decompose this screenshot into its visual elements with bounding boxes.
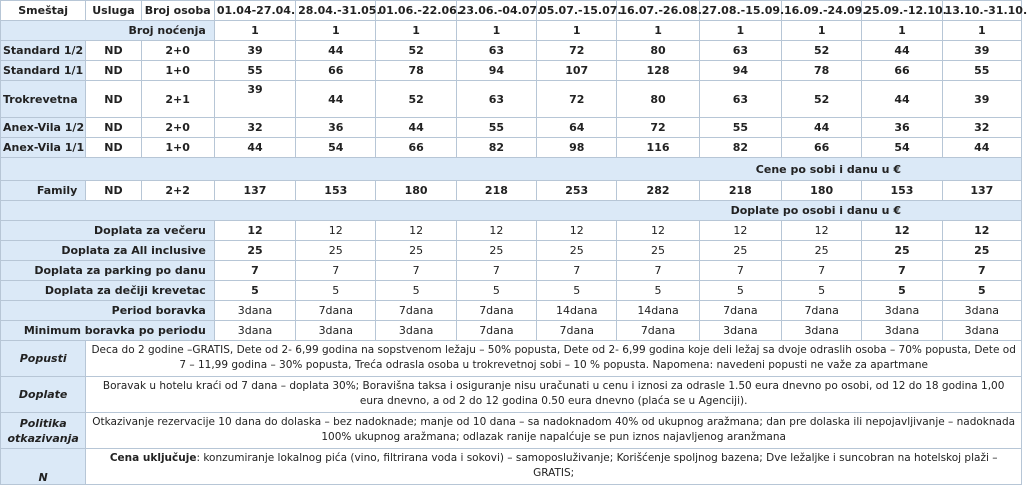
supplement-value: 7 <box>862 261 942 281</box>
supplement-value: 3dana <box>214 301 295 321</box>
supplement-value: 3dana <box>296 321 376 341</box>
supplement-value: 12 <box>537 221 617 241</box>
room-name: Anex-Vila 1/2 <box>1 118 86 138</box>
room-price: 39 <box>214 41 295 61</box>
header-period: 13.10.-31.10. <box>942 1 1021 21</box>
room-name: Standard 1/1 <box>1 61 86 81</box>
room-price: 66 <box>782 138 862 158</box>
room-price: 63 <box>456 41 536 61</box>
supplement-value: 5 <box>537 281 617 301</box>
supplement-value: 3dana <box>214 321 295 341</box>
cene-section-label: Cene po sobi i danu u € <box>1 158 1022 181</box>
header-period: 28.04.-31.05. <box>296 1 376 21</box>
room-price: 55 <box>942 61 1021 81</box>
room-price: 94 <box>699 61 781 81</box>
supplement-value: 5 <box>456 281 536 301</box>
note-bold: Cena uključuje <box>109 452 197 464</box>
room-price: 66 <box>376 138 456 158</box>
room-price: 63 <box>699 81 781 118</box>
doplate-section-label: Doplate po osobi i danu u € <box>1 201 1022 221</box>
room-persons: 1+0 <box>141 138 214 158</box>
room-price: 80 <box>617 81 699 118</box>
room-price: 94 <box>456 61 536 81</box>
room-price: 52 <box>376 41 456 61</box>
room-name: Trokrevetna <box>1 81 86 118</box>
supplement-value: 5 <box>699 281 781 301</box>
supplement-value: 12 <box>296 221 376 241</box>
supplement-value: 5 <box>296 281 376 301</box>
room-price: 44 <box>296 81 376 118</box>
room-service: ND <box>86 138 141 158</box>
supplement-row <box>1 321 1022 341</box>
room-price: 82 <box>699 138 781 158</box>
room-price: 32 <box>942 118 1021 138</box>
room-name: Family <box>1 181 86 201</box>
room-price: 78 <box>376 61 456 81</box>
room-price: 153 <box>862 181 942 201</box>
room-persons: 1+0 <box>141 61 214 81</box>
supplement-value: 25 <box>862 241 942 261</box>
room-row <box>1 41 1022 61</box>
note-label-line: otkazivanja <box>7 431 79 445</box>
supplement-value: 7dana <box>782 301 862 321</box>
nights-label: Broj noćenja <box>1 21 215 41</box>
room-price: 44 <box>782 118 862 138</box>
header-period: 05.07.-15.07. <box>537 1 617 21</box>
supplement-value: 7dana <box>699 301 781 321</box>
room-price: 78 <box>782 61 862 81</box>
supplement-value: 12 <box>376 221 456 241</box>
supplement-value: 7dana <box>376 301 456 321</box>
nights-value: 1 <box>617 21 699 41</box>
supplement-value: 25 <box>376 241 456 261</box>
note-text: Deca do 2 godine –GRATIS, Dete od 2- 6,99 godina na sopstvenom ležaju – 50% popusta, Dete od 2- 6,99 godina koje deli ležaj sa dvoje odraslih osoba – 70% popusta, Dete od 7 – 11,99 godina – 30% popusta, Treća odrasla osoba u trokrevetnoj sobi – 10 % popusta. Napomena: navedeni popusti ne važe za apartmane <box>86 341 1022 377</box>
supplement-value: 5 <box>942 281 1021 301</box>
supplement-value: 7 <box>617 261 699 281</box>
room-service: ND <box>86 81 141 118</box>
room-price: 82 <box>456 138 536 158</box>
header-smestaj: Smeštaj <box>1 1 86 21</box>
supplement-value: 12 <box>699 221 781 241</box>
supplement-label: Doplata za All inclusive <box>1 241 215 261</box>
room-service: ND <box>86 41 141 61</box>
room-price: 218 <box>456 181 536 201</box>
supplement-row <box>1 261 1022 281</box>
room-price: 72 <box>617 118 699 138</box>
room-price: 52 <box>376 81 456 118</box>
room-service: ND <box>86 61 141 81</box>
room-price: 153 <box>296 181 376 201</box>
room-persons: 2+0 <box>141 41 214 61</box>
note-row <box>1 377 1022 413</box>
room-price: 44 <box>296 41 376 61</box>
room-row <box>1 81 1022 118</box>
supplement-value: 12 <box>862 221 942 241</box>
supplement-value: 3dana <box>699 321 781 341</box>
room-price: 116 <box>617 138 699 158</box>
room-price: 98 <box>537 138 617 158</box>
supplement-value: 5 <box>617 281 699 301</box>
room-price: 72 <box>537 41 617 61</box>
supplement-value: 12 <box>782 221 862 241</box>
supplement-value: 7dana <box>456 301 536 321</box>
header-period: 16.07.-26.08. <box>617 1 699 21</box>
supplement-value: 7 <box>296 261 376 281</box>
room-price: 128 <box>617 61 699 81</box>
room-price: 54 <box>296 138 376 158</box>
supplement-row <box>1 301 1022 321</box>
room-price: 282 <box>617 181 699 201</box>
supplement-value: 7dana <box>296 301 376 321</box>
supplement-value: 25 <box>942 241 1021 261</box>
supplement-value: 25 <box>456 241 536 261</box>
room-price: 253 <box>537 181 617 201</box>
supplement-value: 3dana <box>942 321 1021 341</box>
supplement-value: 7 <box>942 261 1021 281</box>
supplement-value: 7 <box>699 261 781 281</box>
section-row <box>1 201 1022 221</box>
nights-value: 1 <box>699 21 781 41</box>
supplement-value: 7 <box>456 261 536 281</box>
room-price: 36 <box>296 118 376 138</box>
room-row <box>1 61 1022 81</box>
note-label-line: Politika <box>19 416 67 430</box>
note-label: N <box>1 449 86 485</box>
supplement-label: Minimum boravka po periodu <box>1 321 215 341</box>
room-price: 55 <box>456 118 536 138</box>
room-row <box>1 138 1022 158</box>
room-price: 55 <box>214 61 295 81</box>
supplement-value: 3dana <box>862 301 942 321</box>
header-period: 01.04-27.04. <box>214 1 295 21</box>
note-text: Otkazivanje rezervacije 10 dana do dolaska – bez nadoknade; manje od 10 dana – sa nadoknadom 40% od ukupnog aražmana; dan pre dolaska ili nepojavljivanje – nadoknada 100% ukupnog aražmana; odlazak ranije napalćuje se pun iznos najavljenog aranžmana <box>86 413 1022 449</box>
supplement-value: 7dana <box>456 321 536 341</box>
supplement-label: Doplata za parking po danu <box>1 261 215 281</box>
supplement-value: 5 <box>376 281 456 301</box>
header-broj-osoba: Broj osoba <box>141 1 214 21</box>
supplement-value: 3dana <box>376 321 456 341</box>
room-price: 66 <box>296 61 376 81</box>
supplement-value: 5 <box>214 281 295 301</box>
supplement-value: 7 <box>782 261 862 281</box>
room-price: 137 <box>942 181 1021 201</box>
room-name: Anex-Vila 1/1 <box>1 138 86 158</box>
supplement-value: 7 <box>537 261 617 281</box>
note-label <box>1 413 86 449</box>
nights-value: 1 <box>782 21 862 41</box>
room-service: ND <box>86 118 141 138</box>
note-row <box>1 449 1022 485</box>
room-price: 44 <box>376 118 456 138</box>
supplement-value: 25 <box>782 241 862 261</box>
supplement-value: 7dana <box>537 321 617 341</box>
supplement-value: 25 <box>296 241 376 261</box>
supplement-value: 25 <box>617 241 699 261</box>
supplement-value: 12 <box>214 221 295 241</box>
section-row <box>1 158 1022 181</box>
supplement-value: 25 <box>537 241 617 261</box>
room-price: 44 <box>214 138 295 158</box>
note-text: Boravak u hotelu kraći od 7 dana – doplata 30%; Boravišna taksa i osiguranje nisu uračunati u cenu i iznosi za odrasle 1.50 eura dnevno po osobi, od 12 do 18 godina 1,00 eura dnevno, a od 2 do 12 godina 0.50 eura dnevno (plaća se u Agenciji). <box>86 377 1022 413</box>
room-price: 107 <box>537 61 617 81</box>
room-price: 64 <box>537 118 617 138</box>
room-price: 54 <box>862 138 942 158</box>
supplement-label: Doplata za večeru <box>1 221 215 241</box>
room-persons: 2+1 <box>141 81 214 118</box>
note-text <box>86 449 1022 485</box>
supplement-value: 14dana <box>617 301 699 321</box>
nights-value: 1 <box>376 21 456 41</box>
room-persons: 2+0 <box>141 118 214 138</box>
note-row <box>1 413 1022 449</box>
supplement-value: 3dana <box>862 321 942 341</box>
supplement-row <box>1 241 1022 261</box>
room-price: 44 <box>862 81 942 118</box>
room-price: 72 <box>537 81 617 118</box>
note-text-rest: : konzumiranje lokalnog pića (vino, filtrirana voda i sokovi) – samoposluživanje; Korišćenje spoljnog bazena; Dve ležaljke i suncobran na hotelskoj plaži – GRATIS; <box>196 452 998 479</box>
supplement-value: 12 <box>617 221 699 241</box>
room-price: 39 <box>214 81 295 118</box>
header-period: 16.09.-24.09. <box>782 1 862 21</box>
note-label: Popusti <box>1 341 86 377</box>
room-price: 180 <box>782 181 862 201</box>
supplement-value: 7dana <box>617 321 699 341</box>
room-price: 218 <box>699 181 781 201</box>
nights-value: 1 <box>296 21 376 41</box>
room-price: 32 <box>214 118 295 138</box>
supplement-value: 12 <box>456 221 536 241</box>
room-name: Standard 1/2 <box>1 41 86 61</box>
room-price: 44 <box>862 41 942 61</box>
room-price: 63 <box>699 41 781 61</box>
supplement-value: 5 <box>862 281 942 301</box>
room-price: 52 <box>782 41 862 61</box>
room-service: ND <box>86 181 141 201</box>
supplement-row <box>1 221 1022 241</box>
room-price: 63 <box>456 81 536 118</box>
supplement-value: 3dana <box>782 321 862 341</box>
room-price: 55 <box>699 118 781 138</box>
room-price: 39 <box>942 81 1021 118</box>
room-price: 39 <box>942 41 1021 61</box>
note-label: Doplate <box>1 377 86 413</box>
header-usluga: Usluga <box>86 1 141 21</box>
nights-value: 1 <box>862 21 942 41</box>
room-price: 137 <box>214 181 295 201</box>
nights-row <box>1 21 1022 41</box>
header-period: 27.08.-15.09. <box>699 1 781 21</box>
note-row <box>1 341 1022 377</box>
nights-value: 1 <box>537 21 617 41</box>
supplement-value: 25 <box>699 241 781 261</box>
room-price: 36 <box>862 118 942 138</box>
nights-value: 1 <box>214 21 295 41</box>
supplement-value: 3dana <box>942 301 1021 321</box>
supplement-row <box>1 281 1022 301</box>
nights-value: 1 <box>942 21 1021 41</box>
supplement-value: 14dana <box>537 301 617 321</box>
supplement-value: 5 <box>782 281 862 301</box>
supplement-label: Period boravka <box>1 301 215 321</box>
room-row <box>1 118 1022 138</box>
supplement-value: 7 <box>376 261 456 281</box>
supplement-value: 12 <box>942 221 1021 241</box>
header-period: 25.09.-12.10. <box>862 1 942 21</box>
supplement-value: 25 <box>214 241 295 261</box>
room-price: 66 <box>862 61 942 81</box>
room-price: 180 <box>376 181 456 201</box>
family-row <box>1 181 1022 201</box>
header-period: 23.06.-04.07. <box>456 1 536 21</box>
room-price: 52 <box>782 81 862 118</box>
room-persons: 2+2 <box>141 181 214 201</box>
room-price: 44 <box>942 138 1021 158</box>
header-row <box>1 1 1022 21</box>
nights-value: 1 <box>456 21 536 41</box>
supplement-value: 7 <box>214 261 295 281</box>
room-price: 80 <box>617 41 699 61</box>
supplement-label: Doplata za dečiji krevetac <box>1 281 215 301</box>
header-period: 01.06.-22.06. <box>376 1 456 21</box>
